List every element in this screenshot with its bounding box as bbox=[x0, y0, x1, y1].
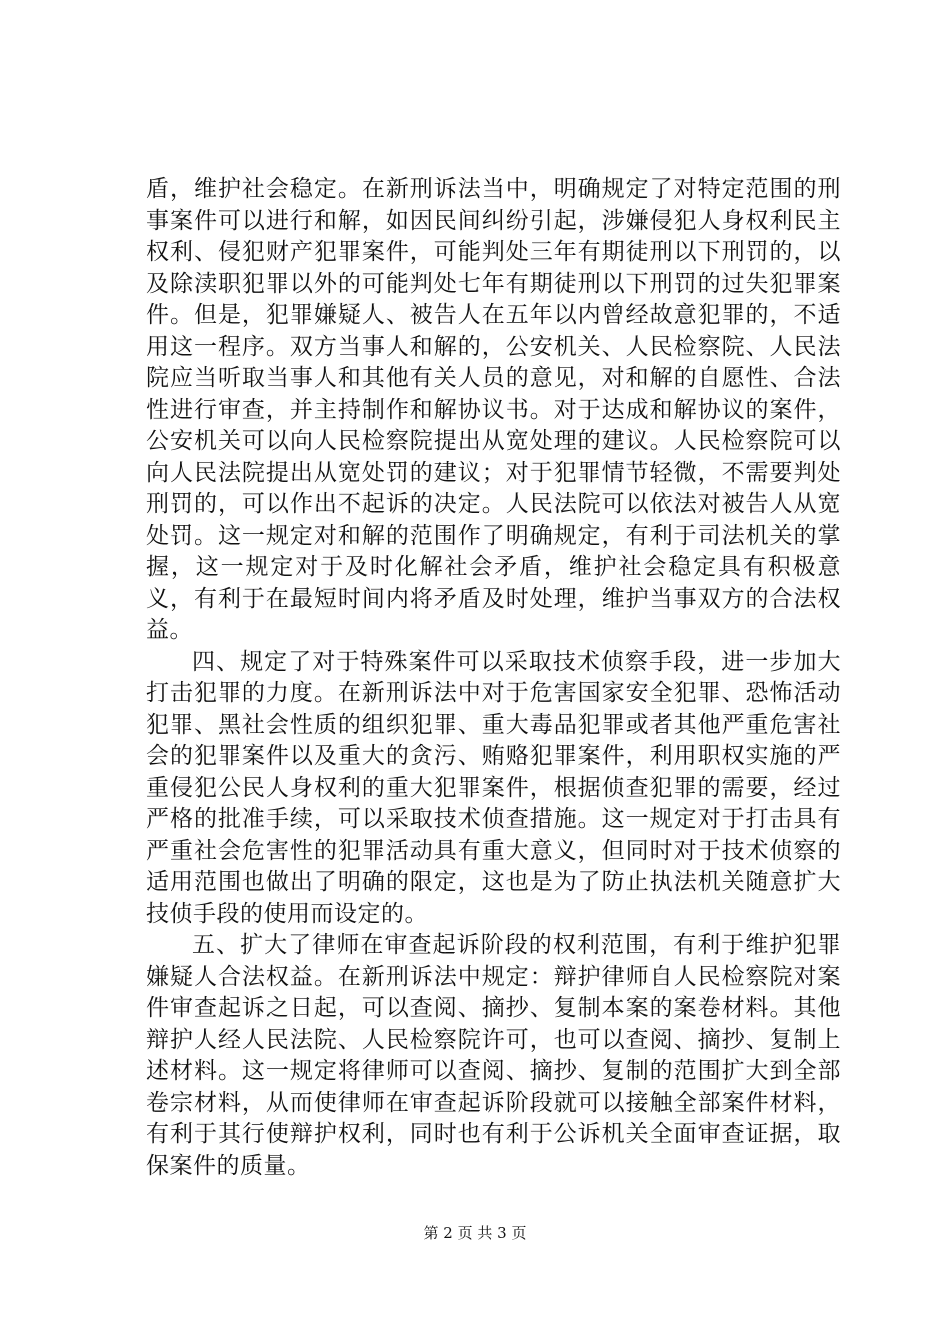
paragraph-continuation: 盾，维护社会稳定。在新刑诉法当中，明确规定了对特定范围的刑事案件可以进行和解，如因民间纠纷引起，涉嫌侵犯人身权利民主权利、侵犯财产犯罪案件，可能判处三年有期徒刑以下刑罚的，以及除渎职犯罪以外的可能判处七年有期徒刑以下刑罚的过失犯罪案件。但是，犯罪嫌疑人、被告人在五年以内曾经故意犯罪的，不适用这一程序。双方当事人和解的，公安机关、人民检察院、人民法院应当听取当事人和其他有关人员的意见，对和解的自愿性、合法性进行审查，并主持制作和解协议书。对于达成和解协议的案件，公安机关可以向人民检察院提出从宽处理的建议。人民检察院可以向人民法院提出从宽处罚的建议；对于犯罪情节轻微，不需要判处刑罚的，可以作出不起诉的决定。人民法院可以依法对被告人从宽处罚。这一规定对和解的范围作了明确规定，有利于司法机关的掌握，这一规定对于及时化解社会矛盾，维护社会稳定具有积极意义，有利于在最短时间内将矛盾及时处理，维护当事双方的合法权益。 bbox=[146, 176, 841, 643]
page-number-footer: 第 2 页 共 3 页 bbox=[423, 1224, 527, 1242]
document-body bbox=[146, 174, 841, 1182]
paragraph-section-four: 四、规定了对于特殊案件可以采取技术侦察手段，进一步加大打击犯罪的力度。在新刑诉法中对于危害国家安全犯罪、恐怖活动犯罪、黑社会性质的组织犯罪、重大毒品犯罪或者其他严重危害社会的犯罪案件以及重大的贪污、贿赂犯罪案件，利用职权实施的严重侵犯公民人身权利的重大犯罪案件，根据侦查犯罪的需要，经过严格的批准手续，可以采取技术侦查措施。这一规定对于打击具有严重社会危害性的犯罪活动具有重大意义，但同时对于技术侦察的适用范围也做出了明确的限定，这也是为了防止执法机关随意扩大技侦手段的使用而设定的。 bbox=[146, 648, 841, 927]
paragraph-section-five: 五、扩大了律师在审查起诉阶段的权利范围，有利于维护犯罪嫌疑人合法权益。在新刑诉法中规定：辩护律师自人民检察院对案件审查起诉之日起，可以查阅、摘抄、复制本案的案卷材料。其他辩护人经人民法院、人民检察院许可，也可以查阅、摘抄、复制上述材料。这一规定将律师可以查阅、摘抄、复制的范围扩大到全部卷宗材料，从而使律师在审查起诉阶段就可以接触全部案件材料，有利于其行使辩护权利，同时也有利于公诉机关全面审查证据，取保案件的质量。 bbox=[146, 932, 841, 1179]
